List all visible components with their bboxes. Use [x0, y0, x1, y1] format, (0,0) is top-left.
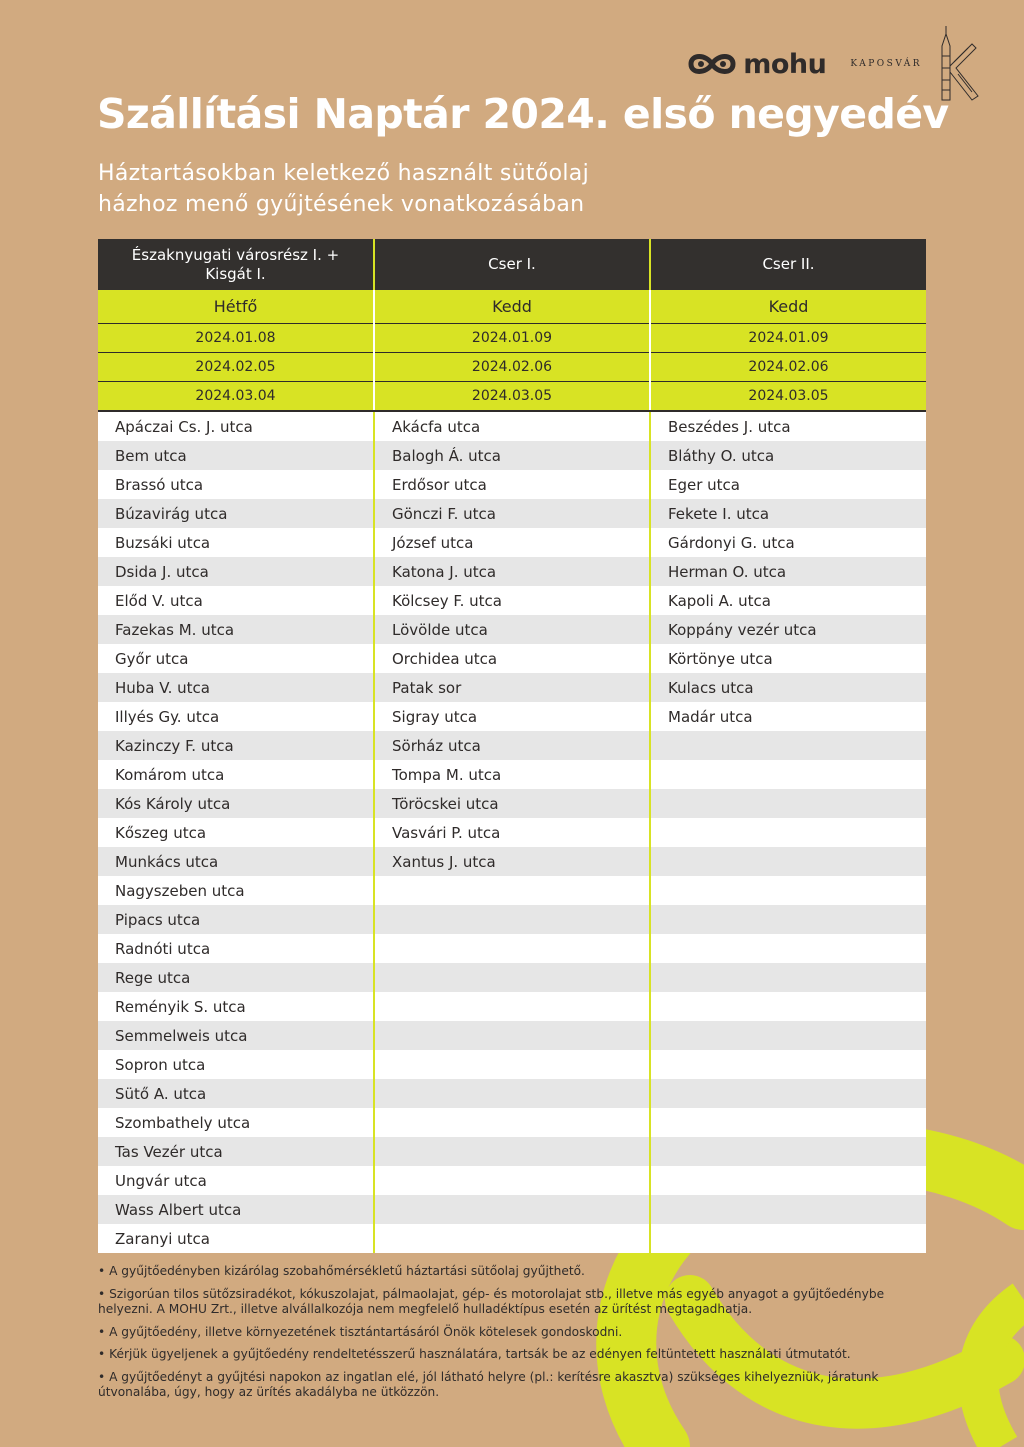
street-cell: Fazekas M. utca — [98, 615, 374, 644]
street-cell — [650, 905, 926, 934]
street-cell — [374, 992, 650, 1021]
street-cell: Kapoli A. utca — [650, 586, 926, 615]
street-row — [98, 673, 926, 702]
street-cell: Sigray utca — [374, 702, 650, 731]
street-cell — [650, 789, 926, 818]
weekday-cell: Hétfő — [98, 290, 374, 324]
street-cell: Illyés Gy. utca — [98, 702, 374, 731]
subtitle-line-2: házhoz menő gyűjtésének vonatkozásában — [98, 192, 585, 217]
street-cell: Szombathely utca — [98, 1108, 374, 1137]
street-cell: Töröcskei utca — [374, 789, 650, 818]
street-cell — [374, 963, 650, 992]
street-cell: Nagyszeben utca — [98, 876, 374, 905]
street-cell — [374, 1079, 650, 1108]
kaposvar-logo-text: KAPOSVÁR — [850, 59, 922, 69]
street-cell — [650, 818, 926, 847]
street-cell — [650, 992, 926, 1021]
street-cell — [374, 1050, 650, 1079]
date-cell: 2024.01.08 — [98, 324, 374, 353]
street-row — [98, 1021, 926, 1050]
weekday-cell: Kedd — [650, 290, 926, 324]
street-cell: Buzsáki utca — [98, 528, 374, 557]
date-cell: 2024.02.05 — [98, 353, 374, 382]
street-row — [98, 789, 926, 818]
street-cell: Balogh Á. utca — [374, 441, 650, 470]
street-cell: Orchidea utca — [374, 644, 650, 673]
street-cell — [374, 1166, 650, 1195]
street-cell: Kós Károly utca — [98, 789, 374, 818]
note-item: • Kérjük ügyeljenek a gyűjtőedény rendeltetésszerű használatára, tartsák be az edényen feltüntetett használati útmutatót. — [98, 1347, 851, 1361]
street-cell: Pipacs utca — [98, 905, 374, 934]
street-row — [98, 876, 926, 905]
street-cell: Ungvár utca — [98, 1166, 374, 1195]
street-cell — [650, 1137, 926, 1166]
street-row — [98, 441, 926, 470]
date-cell: 2024.03.05 — [374, 382, 650, 412]
column-header-district-2: Cser I. — [374, 239, 650, 290]
street-cell — [650, 934, 926, 963]
weekday-cell: Kedd — [374, 290, 650, 324]
date-row — [98, 353, 926, 382]
page-title: Szállítási Naptár 2024. első negyedév — [97, 90, 949, 138]
street-cell — [650, 847, 926, 876]
street-row — [98, 905, 926, 934]
street-cell — [650, 1195, 926, 1224]
street-cell — [374, 1108, 650, 1137]
street-cell: Gárdonyi G. utca — [650, 528, 926, 557]
date-row — [98, 382, 926, 412]
street-cell: Lövölde utca — [374, 615, 650, 644]
notes-list — [98, 1264, 938, 1408]
street-cell — [650, 1224, 926, 1253]
street-cell: Radnóti utca — [98, 934, 374, 963]
note-item: • A gyűjtőedényt a gyűjtési napokon az ingatlan elé, jól látható helyre (pl.: kerítésre akasztva) szükséges kihelyezniük, járatunk útvonalába, úgy, hogy az ürítés akadályba ne ütközzön. — [98, 1369, 879, 1399]
street-cell: Katona J. utca — [374, 557, 650, 586]
street-cell: József utca — [374, 528, 650, 557]
column-header-district-3: Cser II. — [650, 239, 926, 290]
mohu-logo-text: mohu — [743, 48, 827, 80]
street-cell — [374, 1137, 650, 1166]
street-cell: Beszédes J. utca — [650, 411, 926, 441]
street-cell: Erdősor utca — [374, 470, 650, 499]
street-cell: Apáczai Cs. J. utca — [98, 411, 374, 441]
street-cell: Rege utca — [98, 963, 374, 992]
street-cell — [374, 876, 650, 905]
street-cell — [650, 731, 926, 760]
street-row — [98, 992, 926, 1021]
street-row — [98, 1079, 926, 1108]
street-cell — [650, 1079, 926, 1108]
street-cell: Vasvári P. utca — [374, 818, 650, 847]
street-row — [98, 963, 926, 992]
street-cell: Kulacs utca — [650, 673, 926, 702]
street-cell: Semmelweis utca — [98, 1021, 374, 1050]
street-cell: Előd V. utca — [98, 586, 374, 615]
street-cell — [650, 1166, 926, 1195]
street-row — [98, 702, 926, 731]
street-row — [98, 1137, 926, 1166]
street-cell — [650, 876, 926, 905]
date-row — [98, 324, 926, 353]
street-cell: Zaranyi utca — [98, 1224, 374, 1253]
street-row — [98, 586, 926, 615]
street-cell — [374, 905, 650, 934]
street-cell — [650, 1021, 926, 1050]
street-cell: Reményik S. utca — [98, 992, 374, 1021]
date-cell: 2024.02.06 — [374, 353, 650, 382]
street-cell: Kazinczy F. utca — [98, 731, 374, 760]
street-row — [98, 411, 926, 441]
street-row — [98, 1166, 926, 1195]
street-cell: Kőszeg utca — [98, 818, 374, 847]
street-cell: Xantus J. utca — [374, 847, 650, 876]
street-row — [98, 499, 926, 528]
collection-schedule-table — [98, 239, 926, 1253]
weekday-row — [98, 290, 926, 324]
street-cell: Wass Albert utca — [98, 1195, 374, 1224]
street-cell: Tompa M. utca — [374, 760, 650, 789]
street-cell: Eger utca — [650, 470, 926, 499]
street-row — [98, 934, 926, 963]
street-row — [98, 528, 926, 557]
mohu-logo — [687, 49, 826, 80]
subtitle-line-1: Háztartásokban keletkező használt sütőolaj — [98, 161, 589, 186]
street-list — [98, 411, 926, 1253]
street-cell — [650, 963, 926, 992]
note-item: • A gyűjtőedény, illetve környezetének tisztántartásáról Önök kötelesek gondoskodni. — [98, 1324, 623, 1339]
street-cell: Bláthy O. utca — [650, 441, 926, 470]
street-cell: Herman O. utca — [650, 557, 926, 586]
street-cell: Sörház utca — [374, 731, 650, 760]
street-row — [98, 818, 926, 847]
street-row — [98, 615, 926, 644]
date-cell: 2024.02.06 — [650, 353, 926, 382]
street-row — [98, 1108, 926, 1137]
street-row — [98, 644, 926, 673]
column-header-district-1: Északnyugati városrész I. + Kisgát I. — [98, 239, 374, 290]
date-cell: 2024.03.04 — [98, 382, 374, 412]
street-cell: Sopron utca — [98, 1050, 374, 1079]
street-cell — [374, 1021, 650, 1050]
street-cell — [374, 1195, 650, 1224]
street-cell — [374, 934, 650, 963]
street-cell: Gönczi F. utca — [374, 499, 650, 528]
street-cell: Dsida J. utca — [98, 557, 374, 586]
note-item: • A gyűjtőedényben kizárólag szobahőmérsékletű háztartási sütőolaj gyűjthető. — [98, 1264, 585, 1278]
mohu-infinity-icon — [687, 51, 737, 77]
street-row — [98, 1224, 926, 1253]
street-cell: Brassó utca — [98, 470, 374, 499]
street-cell — [650, 1050, 926, 1079]
street-cell: Munkács utca — [98, 847, 374, 876]
street-row — [98, 760, 926, 789]
street-cell: Huba V. utca — [98, 673, 374, 702]
street-cell: Akácfa utca — [374, 411, 650, 441]
note-item: • Szigorúan tilos sütőzsiradékot, kókuszolajat, pálmaolajat, gép- és motorolajat stb., illetve más egyéb anyagot a gyűjtőedénybe helyezni. A MOHU Zrt., illetve alvállalkozója nem megfelelő hulladéktípus esetén az ürítést megtagadhatja. — [98, 1286, 885, 1316]
street-row — [98, 1195, 926, 1224]
street-cell: Bem utca — [98, 441, 374, 470]
street-cell — [374, 1224, 650, 1253]
street-cell — [650, 760, 926, 789]
street-row — [98, 731, 926, 760]
street-cell: Győr utca — [98, 644, 374, 673]
date-cell: 2024.01.09 — [374, 324, 650, 353]
date-cell: 2024.01.09 — [650, 324, 926, 353]
street-row — [98, 1050, 926, 1079]
street-cell: Kölcsey F. utca — [374, 586, 650, 615]
district-header-row — [98, 239, 926, 290]
street-row — [98, 847, 926, 876]
street-cell: Koppány vezér utca — [650, 615, 926, 644]
street-cell: Madár utca — [650, 702, 926, 731]
street-row — [98, 470, 926, 499]
street-cell — [650, 1108, 926, 1137]
street-cell: Tas Vezér utca — [98, 1137, 374, 1166]
date-cell: 2024.03.05 — [650, 382, 926, 412]
street-cell: Körtönye utca — [650, 644, 926, 673]
page-subtitle — [98, 158, 589, 220]
street-cell: Komárom utca — [98, 760, 374, 789]
street-cell: Sütő A. utca — [98, 1079, 374, 1108]
street-row — [98, 557, 926, 586]
street-cell: Búzavirág utca — [98, 499, 374, 528]
street-cell: Fekete I. utca — [650, 499, 926, 528]
street-cell: Patak sor — [374, 673, 650, 702]
